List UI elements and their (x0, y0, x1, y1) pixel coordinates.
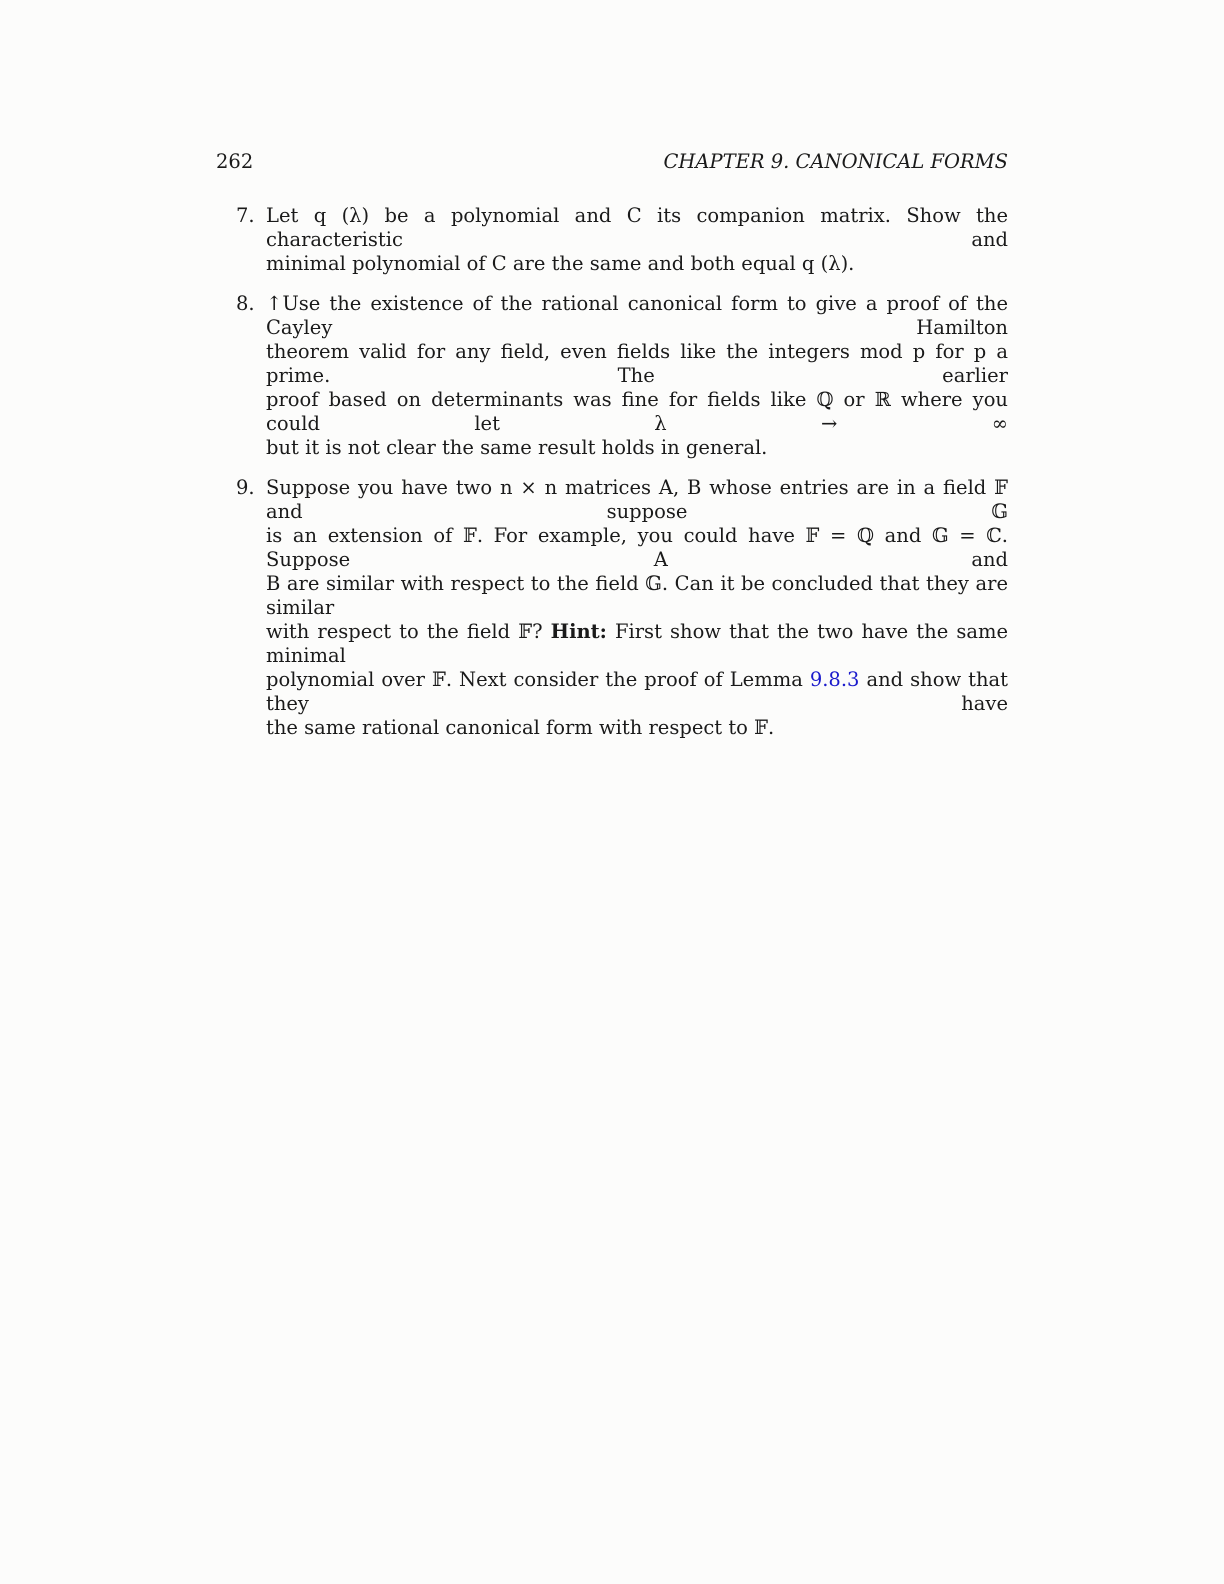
exercise-line: is an extension of 𝔽. For example, you could have 𝔽 = ℚ and 𝔾 = ℂ. Suppose A and (266, 524, 1008, 571)
exercise-line: B are similar with respect to the field 𝔾. Can it be concluded that they are similar (266, 572, 1008, 619)
exercise-8 (216, 292, 1008, 460)
exercise-line: Suppose you have two n × n matrices A, B whose entries are in a field 𝔽 and suppose 𝔾 (266, 476, 1008, 523)
running-header (216, 149, 1008, 175)
exercise-number: 7. (236, 204, 255, 227)
lemma-reference-link[interactable]: 9.8.3 (809, 668, 860, 691)
exercise-number: 9. (236, 476, 255, 499)
exercise-9 (216, 476, 1008, 740)
hint-line-text: with respect to the field 𝔽? Hint: First show that the two have the same minimal (266, 620, 1008, 667)
lemma-line-text: polynomial over 𝔽. Next consider the proof of Lemma 9.8.3 and show that they have (266, 668, 1008, 715)
exercise-line: the same rational canonical form with respect to 𝔽. (266, 716, 775, 739)
exercise-number: 8. (236, 292, 255, 315)
exercise-7 (216, 204, 1008, 276)
exercise-list (216, 204, 1008, 756)
exercise-line-with-lemma-ref (266, 668, 1008, 716)
chapter-title: CHAPTER 9. CANONICAL FORMS (663, 150, 1008, 173)
exercise-line: but it is not clear the same result holds in general. (266, 436, 768, 459)
exercise-line: ↑Use the existence of the rational canonical form to give a proof of the Cayley Hamilton (266, 292, 1008, 339)
page-number: 262 (216, 150, 254, 173)
exercise-line-with-hint (266, 620, 1008, 668)
exercise-line: Let q (λ) be a polynomial and C its companion matrix. Show the characteristic and (266, 204, 1008, 251)
exercise-line: theorem valid for any field, even fields like the integers mod p for p a prime. The earlier (266, 340, 1008, 387)
hint-label: Hint: (550, 620, 607, 643)
exercise-line: minimal polynomial of C are the same and both equal q (λ). (266, 252, 855, 275)
exercise-line: proof based on determinants was fine for fields like ℚ or ℝ where you could let λ → ∞ (266, 388, 1008, 435)
